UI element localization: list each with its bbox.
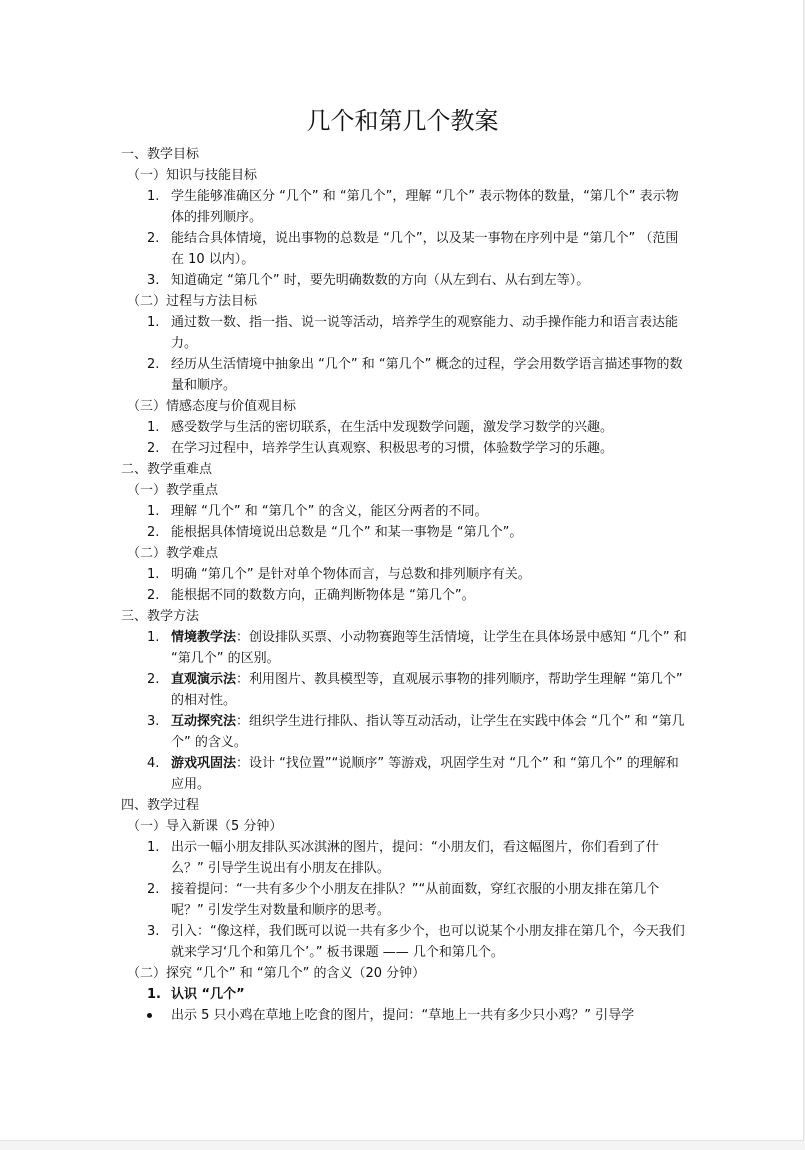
list-item [121, 270, 691, 291]
list-item [121, 585, 691, 606]
list-item-text: 出示一幅小朋友排队买冰淇淋的图片，提问：“小朋友们，看这幅图片，你们看到了什么？” 引导学生说出有小朋友在排队。 [171, 840, 659, 876]
list-number: 1. [147, 567, 160, 582]
list-item [121, 879, 691, 921]
list-item [121, 522, 691, 543]
list-number: 1. [147, 315, 160, 330]
method-name: 互动探究法 [171, 714, 237, 729]
list-item [121, 669, 691, 711]
list-item [121, 501, 691, 522]
list-number: 3. [147, 273, 160, 288]
subsection-heading: （一）导入新课（5 分钟） [127, 819, 283, 834]
list-number: 4. [147, 756, 160, 771]
list-item-text: 明确 “第几个” 是针对单个物体而言，与总数和排列顺序有关。 [171, 567, 531, 582]
list-number: 2. [147, 525, 160, 540]
list-number: 2. [147, 441, 160, 456]
subsection-heading: （二）过程与方法目标 [127, 294, 258, 309]
method-description: ：创设排队买票、小动物赛跑等生活情境，让学生在具体场景中感知 “几个” 和 “第几个” 的区别。 [171, 630, 687, 666]
list-item-text: 通过数一数、指一指、说一说等活动，培养学生的观察能力、动手操作能力和语言表达能力。 [171, 315, 679, 351]
bullet-item-text: 出示 5 只小鸡在草地上吃食的图片，提问：“草地上一共有多少只小鸡？” 引导学 [171, 1008, 635, 1023]
bullet-item [121, 1005, 691, 1026]
list-item-text: 感受数学与生活的密切联系，在生活中发现数学问题，激发学习数学的兴趣。 [171, 420, 614, 435]
list-item-text: 学生能够准确区分 “几个” 和 “第几个”，理解 “几个” 表示物体的数量，“第几个” 表示物体的排列顺序。 [171, 189, 679, 225]
list-number: 1. [147, 987, 161, 1002]
list-number: 2. [147, 231, 160, 246]
method-name: 直观演示法 [171, 672, 237, 687]
list-number: 2. [147, 672, 160, 687]
method-description: ：利用图片、教具模型等，直观展示事物的排列顺序，帮助学生理解 “第几个” 的相对性。 [171, 672, 683, 708]
list-item-text [171, 669, 691, 711]
list-item-text: 知道确定 “第几个” 时，要先明确数数的方向（从左到右、从右到左等）。 [171, 273, 590, 288]
list-number: 2. [147, 882, 160, 897]
list-item-text: 在学习过程中，培养学生认真观察、积极思考的习惯，体验数学学习的乐趣。 [171, 441, 614, 456]
list-item [121, 438, 691, 459]
list-item-text: 能结合具体情境，说出事物的总数是 “几个”，以及某一事物在序列中是 “第几个” （范围在 10 以内）。 [171, 231, 679, 267]
list-item [121, 753, 691, 795]
method-description: ：组织学生进行排队、指认等互动活动，让学生在实践中体会 “几个” 和 “第几个” 的含义。 [171, 714, 685, 750]
list-item-text: 引入：“像这样，我们既可以说一共有多少个，也可以说某个小朋友排在第几个，今天我们就来学习‘几个和第几个’。” 板书课题 —— 几个和第几个。 [171, 924, 685, 960]
section-heading: 二、教学重难点 [121, 462, 213, 477]
subsection-heading: （一）知识与技能目标 [127, 168, 258, 183]
bullet-icon [147, 1013, 152, 1018]
document-body [121, 144, 691, 1026]
list-item [121, 228, 691, 270]
list-item-heading-text: 认识 “几个” [171, 987, 245, 1002]
list-item-text: 接着提问：“一共有多少个小朋友在排队？”“从前面数，穿红衣服的小朋友排在第几个呢？” 引发学生对数量和顺序的思考。 [171, 882, 660, 918]
section-heading: 一、教学目标 [121, 147, 200, 162]
list-item-text: 能根据具体情境说出总数是 “几个” 和某一事物是 “第几个”。 [171, 525, 523, 540]
list-item [121, 837, 691, 879]
subsection-heading: （二）教学难点 [127, 546, 219, 561]
list-number: 2. [147, 588, 160, 603]
list-item-text [171, 753, 691, 795]
subsection-heading: （二）探究 “几个” 和 “第几个” 的含义（20 分钟） [127, 966, 426, 981]
list-item-text [171, 711, 691, 753]
page-title: 几个和第几个教案 [306, 107, 499, 135]
list-item-text: 理解 “几个” 和 “第几个” 的含义，能区分两者的不同。 [171, 504, 488, 519]
list-item-heading [171, 984, 691, 1005]
list-number: 3. [147, 924, 160, 939]
list-number: 2. [147, 357, 160, 372]
method-description: ：设计 “找位置”“说顺序” 等游戏，巩固学生对 “几个” 和 “第几个” 的理解和应用。 [171, 756, 679, 792]
method-name: 游戏巩固法 [171, 756, 237, 771]
list-number: 1. [147, 420, 160, 435]
list-item-text [171, 627, 691, 669]
list-number: 1. [147, 840, 160, 855]
section-heading: 三、教学方法 [121, 609, 200, 624]
list-item [121, 417, 691, 438]
section-heading: 四、教学过程 [121, 798, 200, 813]
list-number: 1. [147, 189, 160, 204]
list-item-text: 能根据不同的数数方向，正确判断物体是 “第几个”。 [171, 588, 475, 603]
subsection-heading: （三）情感态度与价值观目标 [127, 399, 297, 414]
list-item [121, 186, 691, 228]
subsection-heading: （一）教学重点 [127, 483, 219, 498]
list-number: 3. [147, 714, 160, 729]
list-item [121, 921, 691, 963]
list-item [121, 627, 691, 669]
list-number: 1. [147, 630, 160, 645]
method-name: 情境教学法 [171, 630, 237, 645]
list-item [121, 711, 691, 753]
list-item [121, 312, 691, 354]
list-item [121, 354, 691, 396]
list-item-text: 经历从生活情境中抽象出 “几个” 和 “第几个” 概念的过程，学会用数学语言描述事物的数量和顺序。 [171, 357, 683, 393]
list-item [121, 564, 691, 585]
list-item [121, 984, 691, 1005]
list-number: 1. [147, 504, 160, 519]
